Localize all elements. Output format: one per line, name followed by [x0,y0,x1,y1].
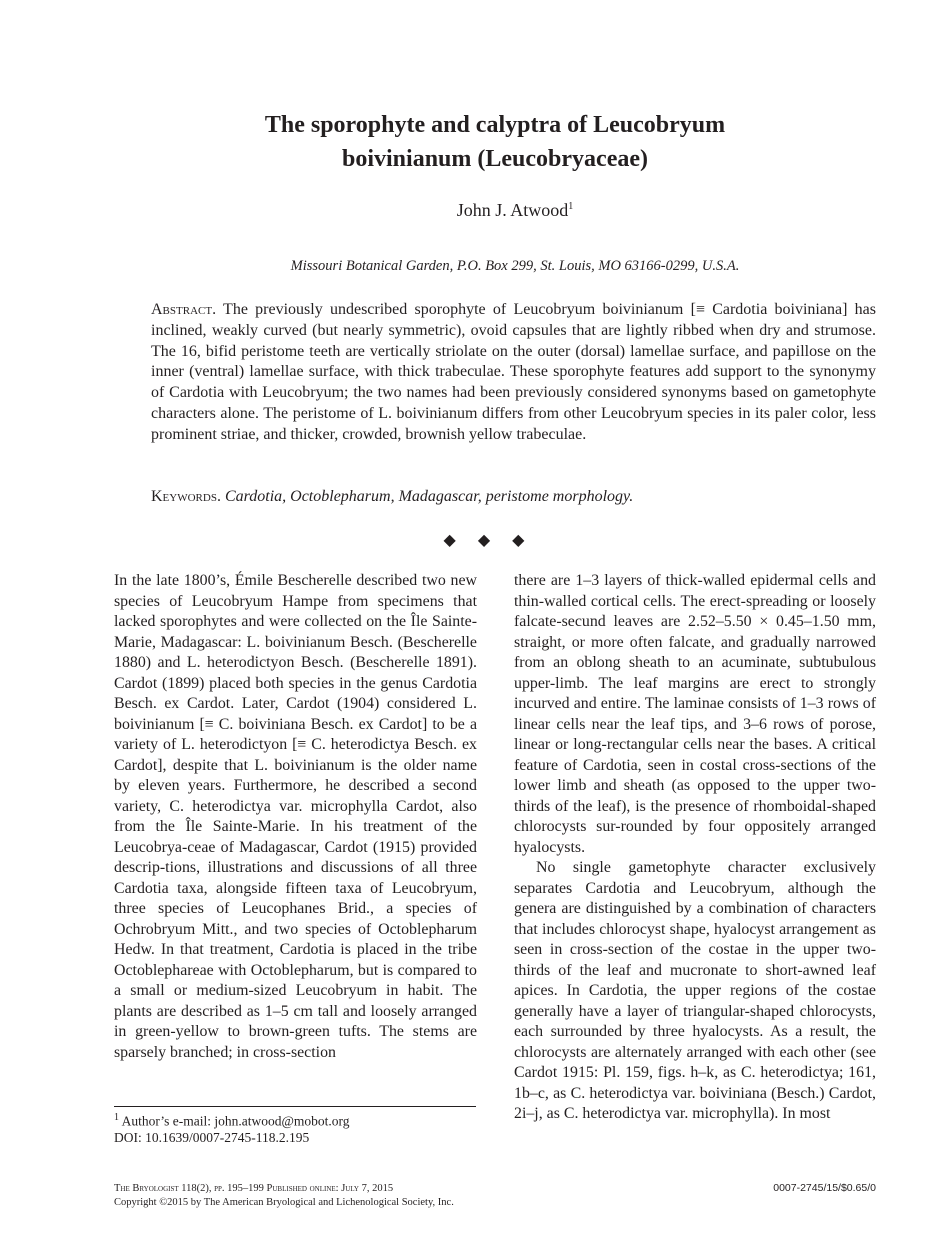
title-line-2: boivinianum (Leucobryaceae) [342,146,648,172]
abstract [151,300,876,446]
body-paragraph-3: No single gametophyte character exclusively separates Cardotia and Leucobryum, although the genera are distinguished by a combination of characters that includes chlorocyst shape, hyalocyst arrangement as seen in cross-section of the costae in the upper two-thirds of the leaf and mucronate to short-awned leaf apices. In Cardotia, the upper regions of the costae generally have a layer of triangular-shaped chlorocysts, each surrounded by three hyalocysts. As a result, the chlorocysts are alternately arranged with each other (see Cardot 1915: Pl. 159, figs. h–k, as C. heterodictya; 161, 1b–c, as C. heterodictya var. boiviniana (Besch.) Cardot, 2i–j, as C. heterodictya var. microphylla). In most [514,859,876,1122]
body-column-right [514,571,876,1125]
keywords-label: Keywords. [151,488,221,505]
footnote-marker: 1 [114,1112,119,1123]
affiliation: Missouri Botanical Garden, P.O. Box 299, St. Louis, MO 63166-0299, U.S.A. [290,258,740,274]
body-column-left [114,571,477,1063]
footer-copyright: Copyright ©2015 by The American Bryological and Lichenological Society, Inc. [114,1197,454,1208]
keywords [151,488,876,506]
body-paragraph-1: In the late 1800’s, Émile Bescherelle described two new species of Leucobryum Hampe from specimens that lacked sporophytes and were collected on the Île Sainte-Marie, Madagascar: L. boivinianum Besch. (Bescherelle 1880) and L. heterodictyon Besch. (Bescherelle 1891). Cardot (1899) placed both species in the genus Cardotia Besch. ex Cardot. Later, Cardot (1904) considered L. boivinianum [≡ C. boiviniana Besch. ex Cardot] to be a variety of L. heterodictyon [≡ C. heterodictya Besch. ex Cardot], despite that L. boivinianum is the older name by eleven years. Furthermore, he described a second variety, C. heterodictya var. microphylla Cardot, also from the Île Sainte-Marie. In his treatment of the Leucobrya-ceae of Madagascar, Cardot (1915) provided descrip-tions, illustrations and discussions of all three Cardotia taxa, alongside fifteen taxa of Leucobryum, three species of Leucophanes Brid., a species of Ochrobryum Mitt., and two species of Octoblepharum Hedw. In that treatment, Cardotia is placed in the tribe Octoblephareae with Octoblepharum, but is compared to a small or medium-sized Leucobryum in habit. The plants are described as 1–5 cm tall and loosely arranged in green-yellow to brown-green tufts. The stems are sparsely branched; in cross-section [114,572,477,1061]
author-line [0,200,950,221]
page-footer-left [114,1182,454,1210]
abstract-label: Abstract. [151,301,217,318]
author-name: John J. Atwood [456,200,569,220]
section-separator: ◆◆◆ [443,530,547,549]
title-line-1: The sporophyte and calyptra of Leucobryum [264,112,726,138]
footnote-doi: DOI: 10.1639/0007-2745-118.2.195 [114,1130,310,1145]
keywords-text: Cardotia, Octoblepharum, Madagascar, peristome morphology. [224,488,634,505]
footnote-email-text: Author’s e-mail: john.atwood@mobot.org [121,1113,350,1129]
body-paragraph-2: there are 1–3 layers of thick-walled epidermal cells and thin-walled cortical cells. The erect-spreading or loosely falcate-secund leaves are 2.52–5.50 × 0.45–1.50 mm, straight, or more often falcate, and gradually narrowed from an oblong sheath to an acuminate, subtubulous upper-limb. The leaf margins are erect to strongly incurved and entire. The laminae consists of 1–3 rows of linear cells near the leaf tips, and 3–6 rows of porose, linear or long-rectangular cells near the bases. A critical feature of Cardotia, seen in costal cross-sections of the lower limb and sheath (as opposed to the upper two-thirds of the leaf), is the presence of rhomboidal-shaped chlorocysts sur-rounded by four oppositely arranged hyalocysts. [514,572,876,856]
paper-title [0,108,950,176]
page-footer-right: 0007-2745/15/$0.65/0 [773,1182,876,1194]
author-footnote-marker: 1 [568,201,574,212]
abstract-text: The previously undescribed sporophyte of Leucobryum boivinianum [≡ Cardotia boiviniana] has inclined, weakly curved (but nearly symmetric), ovoid capsules that are lightly ribbed when dry and strumose. The 16, bifid peristome teeth are vertically striolate on the outer (dorsal) lamellae surface, and papillose on the inner (ventral) lamellae surface, with thick trabeculae. These sporophyte features add support to the synonymy of Cardotia with Leucobryum; the two names had been previously considered synonyms based on gametophyte characters alone. The peristome of L. boivinianum differs from other Leucobryum species in its paler color, less prominent striae, and thicker, crowded, brownish yellow trabeculae. [151,301,876,443]
footer-citation: The Bryologist 118(2), pp. 195–199 Published online: July 7, 2015 [114,1183,394,1194]
